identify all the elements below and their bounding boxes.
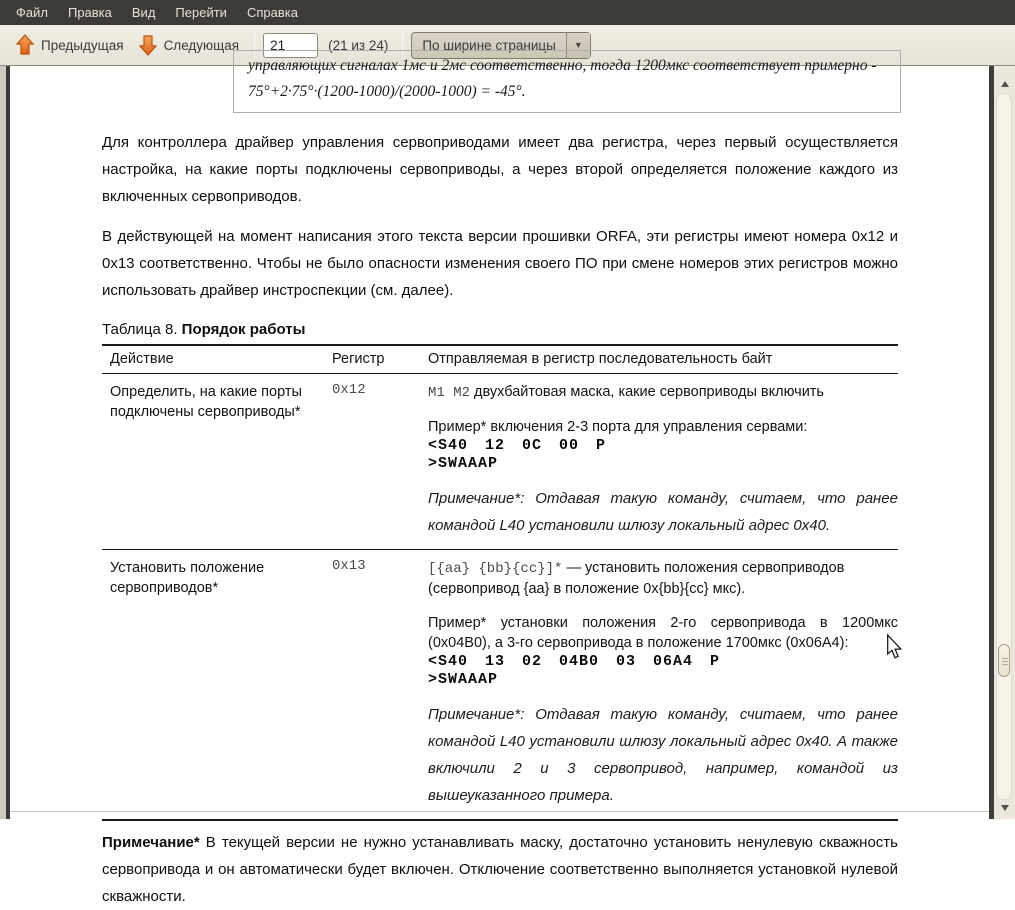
down-arrow-icon (138, 34, 158, 56)
table-row (102, 374, 898, 550)
action-cell: Определить, на какие порты подключены сервоприводы* (110, 384, 302, 420)
table-row (102, 550, 898, 819)
scrollbar-track[interactable] (996, 93, 1012, 800)
triangle-up-icon (1001, 81, 1009, 87)
command-reply: >SWAAAP (428, 455, 499, 472)
menu-edit[interactable]: Правка (67, 5, 112, 20)
bytes-cell (428, 550, 898, 819)
byte-desc: двухбайтовая маска, какие сервоприводы включить (470, 384, 824, 400)
byte-sequence-line (428, 382, 898, 403)
command-sent: <S40 13 02 04B0 03 06A4 P (428, 653, 721, 670)
command-reply: >SWAAAP (428, 671, 499, 688)
footnote-label: Примечание* (102, 834, 200, 851)
thumb-grip-icon (1002, 658, 1008, 665)
triangle-down-icon (1001, 805, 1009, 811)
scroll-down-button[interactable] (994, 801, 1015, 815)
previous-page-label: Предыдущая (41, 37, 124, 53)
previous-page-button[interactable] (8, 31, 131, 59)
row-note: Примечание*: Отдавая такую команду, считаем, что ранее командой L40 установили шлюзу локальный адрес 0x40. А также включили 2 и 3 сервопривод, например, командой из вышеуказанного примера. (428, 706, 898, 804)
table-caption (102, 321, 898, 338)
next-page-label: Следующая (163, 37, 240, 53)
column-header-bytes: Отправляемая в регистр последовательность байт (428, 351, 773, 367)
page-footer-rule (10, 811, 989, 812)
scroll-up-button[interactable] (994, 77, 1015, 91)
example-intro: Пример* включения 2-3 порта для управления сервами: (428, 419, 808, 435)
register-cell: 0x12 (332, 382, 366, 398)
paragraph: В действующей на момент написания этого текста версии прошивки ORFA, эти регистры имеют номера 0x12 и 0x13 соответственно. Чтобы не было опасности изменения своего ПО при смене номеров этих регистров можно использовать драйвер инстроспекции (см. далее). (102, 228, 898, 299)
next-page-button[interactable] (131, 31, 247, 59)
bytes-cell (428, 374, 898, 549)
procedure-table (102, 344, 898, 821)
mouse-cursor (886, 635, 902, 664)
footnote-text: В текущей версии не нужно устанавливать маску, достаточно установить ненулевую скважность сервопривода и он автоматически будет включен. Отключение соответственно выполняется установкой нулевой скважности. (102, 834, 898, 905)
note-box-line: 75°+2·75°·(1200-1000)/(2000-1000) = -45°. (248, 83, 526, 100)
up-arrow-icon (15, 34, 35, 56)
byte-code: [{aa} {bb}{cc}]* (428, 561, 563, 577)
column-header-register: Регистр (332, 351, 385, 367)
vertical-scrollbar[interactable] (994, 66, 1015, 819)
page-content (102, 57, 898, 910)
zoom-mode-label: По ширине страницы (422, 37, 556, 53)
menu-help[interactable]: Справка (246, 5, 298, 20)
note-box (233, 50, 901, 113)
note-box-line: управляющих сигналах 1мс и 2мс соответственно, тогда 1200мкс соответствует примерно - (248, 57, 877, 74)
byte-desc: — установить положения сервоприводов (сервопривод {aa} в положение 0x{bb}{cc} мкс). (428, 560, 845, 597)
menu-file[interactable]: Файл (16, 5, 48, 20)
table-caption-title: Порядок работы (181, 321, 306, 338)
menu-bar (0, 0, 1015, 25)
chevron-down-icon[interactable]: ▼ (566, 33, 590, 58)
register-cell: 0x13 (332, 558, 366, 574)
byte-sequence-line (428, 558, 898, 599)
command-sent: <S40 12 0C 00 P (428, 437, 607, 454)
document-view[interactable] (0, 57, 1015, 905)
menu-go[interactable]: Перейти (175, 5, 227, 20)
table-caption-prefix: Таблица 8. (102, 321, 182, 338)
table-header-row (102, 346, 898, 374)
page-left-edge (6, 66, 10, 819)
example-intro: Пример* установки положения 2-го сервопривода в 1200мкс (0x04B0), а 3-го сервопривода в положение 1700мкс (0x06A4): (428, 615, 898, 651)
page-count-label: (21 из 24) (328, 37, 389, 53)
action-cell: Установить положение сервоприводов* (110, 560, 265, 596)
footnote (102, 829, 898, 910)
row-note: Примечание*: Отдавая такую команду, считаем, что ранее командой L40 установили шлюзу локальный адрес 0x40. (428, 490, 898, 534)
scrollbar-thumb[interactable] (998, 644, 1010, 677)
byte-code: M1 M2 (428, 385, 471, 401)
menu-view[interactable]: Вид (131, 5, 156, 20)
column-header-action: Действие (110, 351, 174, 367)
paragraph: Для контроллера драйвер управления сервоприводами имеет два регистра, через первый осуществляется настройка, на какие порты подключены сервоприводы, а через второй определяется положение каждого из включенных сервоприводов. (102, 134, 898, 205)
